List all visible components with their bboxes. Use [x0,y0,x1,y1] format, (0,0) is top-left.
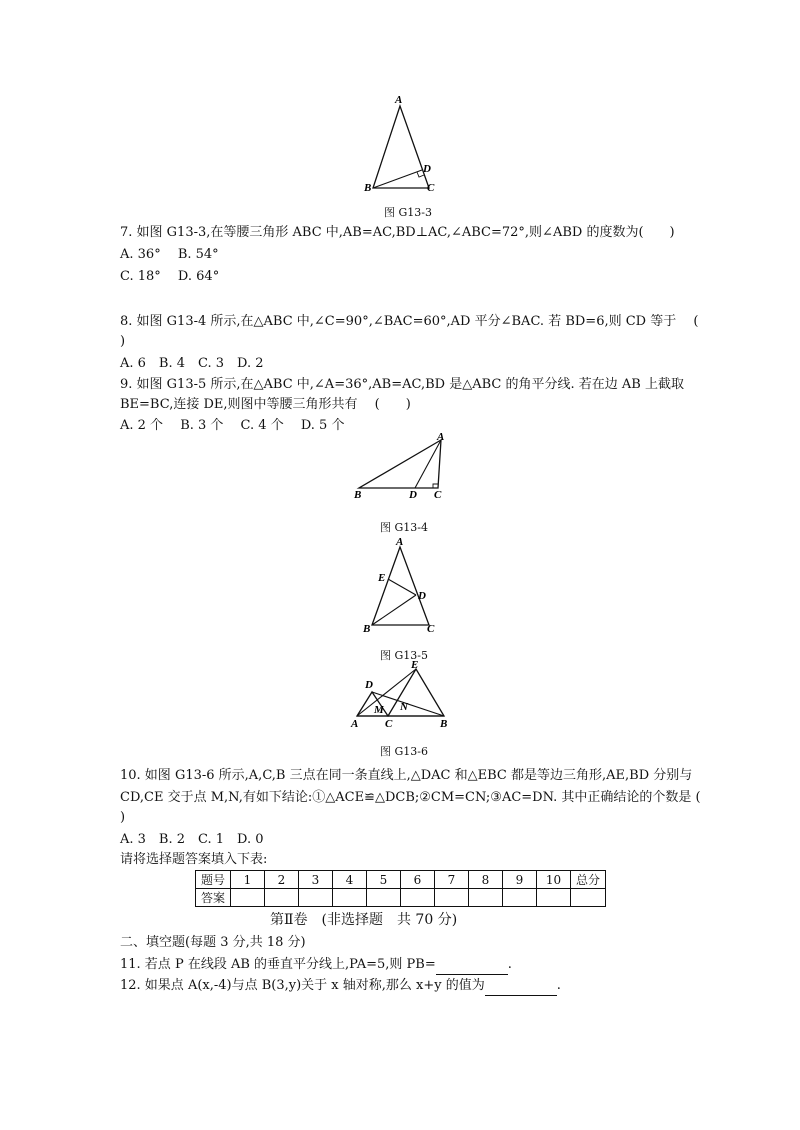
cell-number: 5 [367,871,401,889]
answer-cell[interactable] [401,889,435,907]
cell-number: 1 [231,871,265,889]
cell-number: 3 [299,871,333,889]
figure-g13-4 [350,430,455,505]
cell-total-label: 总分 [571,871,606,889]
answer-cell[interactable] [265,889,299,907]
question-10-stem: 10. 如图 G13-6 所示,A,C,B 三点在同一条直线上,△DAC 和△EBC 都是等边三角形,AE,BD 分别与 [120,768,693,783]
cell-number: 4 [333,871,367,889]
row-label-number: 题号 [196,871,231,889]
figure-g13-6 [345,658,460,730]
cell-number: 9 [503,871,537,889]
label-c: C [427,623,435,635]
label-a: A [396,536,404,548]
row-label-answer: 答案 [196,889,231,907]
answer-cell[interactable] [231,889,265,907]
question-9-options: A. 2 个 B. 3 个 C. 4 个 D. 5 个 [120,418,345,433]
label-d: D [409,489,417,501]
question-11-end: . [507,957,512,972]
caption-g13-3: 图 G13-3 [384,206,432,219]
label-a: A [351,718,359,730]
answer-cell[interactable] [299,889,333,907]
label-e: E [378,572,386,584]
answer-blank[interactable] [436,956,508,975]
question-12 [120,977,561,996]
total-score-cell[interactable] [571,889,606,907]
section-fill-in-title: 二、填空题(每题 3 分,共 18 分) [120,935,306,950]
question-9-stem-cont: BE=BC,连接 DE,则图中等腰三角形共有 ( ) [120,397,411,412]
cell-number: 7 [435,871,469,889]
answer-cell[interactable] [435,889,469,907]
label-c: C [427,182,435,194]
question-7-options-cd: C. 18° D. 64° [120,269,220,284]
cell-number: 6 [401,871,435,889]
caption-g13-6: 图 G13-6 [380,745,428,758]
caption-g13-4: 图 G13-4 [380,521,428,534]
answer-table-intro: 请将选择题答案填入下表: [120,852,268,867]
table-row [196,889,606,907]
answer-cell[interactable] [469,889,503,907]
label-b: B [354,489,362,501]
label-d: D [365,679,373,691]
answer-cell[interactable] [367,889,401,907]
question-9-stem: 9. 如图 G13-5 所示,在△ABC 中,∠A=36°,AB=AC,BD 是△ABC 的角平分线. 若在边 AB 上截取 [120,377,684,392]
question-8-options: A. 6 B. 4 C. 3 D. 2 [120,356,264,371]
label-b: B [440,718,448,730]
answer-blank[interactable] [485,977,557,996]
cell-number: 10 [537,871,571,889]
answer-cell[interactable] [333,889,367,907]
label-d: D [418,590,426,602]
label-e: E [411,659,419,671]
table-row [196,871,606,889]
figure-g13-3 [355,90,445,195]
question-10-options: A. 3 B. 2 C. 1 D. 0 [120,832,264,847]
answer-cell[interactable] [537,889,571,907]
label-d: D [423,163,431,175]
question-12-text: 12. 如果点 A(x,-4)与点 B(3,y)关于 x 轴对称,那么 x+y 的值为 [120,978,485,993]
question-7-options-ab: A. 36° B. 54° [120,247,219,262]
question-12-end: . [556,978,561,993]
question-11 [120,956,512,975]
answer-table [195,870,606,907]
question-8-stem: 8. 如图 G13-4 所示,在△ABC 中,∠C=90°,∠BAC=60°,AD 平分∠BAC. 若 BD=6,则 CD 等于 ( [120,314,699,329]
label-c: C [385,718,393,730]
label-b: B [364,182,372,194]
answer-cell[interactable] [503,889,537,907]
label-c: C [434,489,442,501]
question-10-stem-end: ) [120,810,126,825]
question-10-stem-cont: CD,CE 交于点 M,N,有如下结论:①△ACE≌△DCB;②CM=CN;③AC=DN. 其中正确结论的个数是 ( [120,790,701,805]
label-n: N [400,701,408,713]
label-b: B [363,623,371,635]
cell-number: 8 [469,871,503,889]
caption-g13-5: 图 G13-5 [380,649,428,662]
question-7-stem: 7. 如图 G13-3,在等腰三角形 ABC 中,AB=AC,BD⊥AC,∠ABC=72°,则∠ABD 的度数为( ) [120,225,675,240]
label-m: M [374,704,384,716]
question-11-text: 11. 若点 P 在线段 AB 的垂直平分线上,PA=5,则 PB= [120,957,436,972]
cell-number: 2 [265,871,299,889]
label-a: A [437,431,445,443]
part-2-title: 第Ⅱ卷 (非选择题 共 70 分) [270,912,458,928]
question-8-stem-cont: ) [120,334,126,349]
label-a: A [395,94,403,106]
figure-g13-5 [355,533,445,639]
